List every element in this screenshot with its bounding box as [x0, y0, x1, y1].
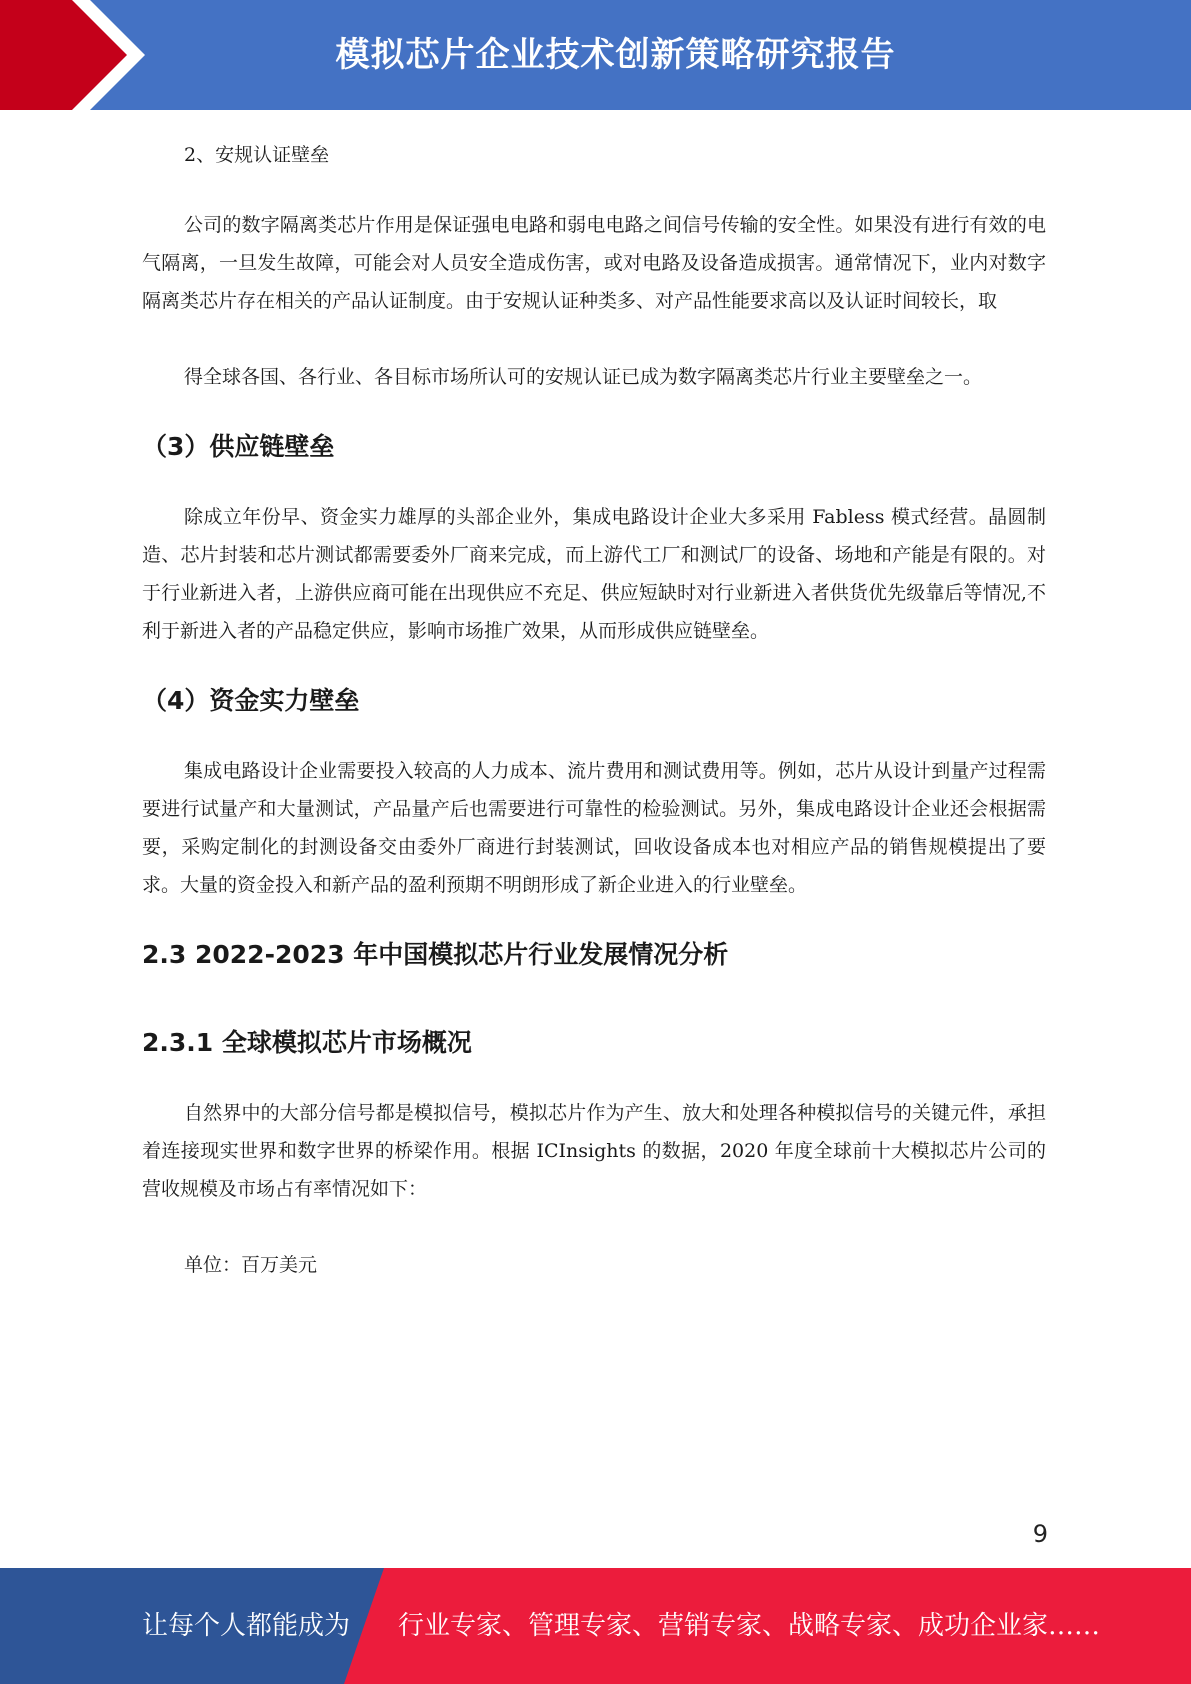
heading-section-2-3: 2.3 2022-2023 年中国模拟芯片行业发展情况分析 — [142, 940, 729, 969]
item-2-title: 2、安规认证壁垒 — [184, 144, 330, 166]
paragraph-capital: 集成电路设计企业需要投入较高的人力成本、流片费用和测试费用等。例如，芯片从设计到量产过程需要进行试量产和大量测试，产品量产后也需要进行可靠性的检验测试。另外，集成电路设计企业还会根据需要，采购定制化的封测设备交由委外厂商进行封装测试，回收设备成本也对相应产品的销售规模提出了要求。大量的资金投入和新产品的盈利预期不明朗形成了新企业进入的行业壁垒。 — [142, 760, 1046, 896]
page-header — [0, 0, 1191, 110]
unit-label: 单位：百万美元 — [184, 1254, 318, 1276]
header-arrow-graphic — [0, 0, 170, 110]
page-content — [142, 136, 1046, 1284]
heading-capital-barrier: （4）资金实力壁垒 — [142, 686, 360, 715]
paragraph-supply-chain: 除成立年份早、资金实力雄厚的头部企业外，集成电路设计企业大多采用 Fabless 模式经营。晶圆制造、芯片封装和芯片测试都需要委外厂商来完成，而上游代工厂和测试厂的设备、场地和产能是有限的。对于行业新进入者，上游供应商可能在出现供应不充足、供应短缺时对行业新进入者供货优先级靠后等情况,不利于新进入者的产品稳定供应，影响市场推广效果，从而形成供应链壁垒。 — [142, 506, 1046, 642]
heading-supply-chain-barrier: （3）供应链壁垒 — [142, 432, 335, 461]
paragraph-safety-cert-1: 公司的数字隔离类芯片作用是保证强电电路和弱电电路之间信号传输的安全性。如果没有进行有效的电气隔离，一旦发生故障，可能会对人员安全造成伤害，或对电路及设备造成损害。通常情况下，业内对数字隔离类芯片存在相关的产品认证制度。由于安规认证种类多、对产品性能要求高以及认证时间较长，取 — [142, 214, 1046, 312]
heading-section-2-3-1: 2.3.1 全球模拟芯片市场概况 — [142, 1028, 472, 1057]
page-footer — [0, 1568, 1191, 1684]
footer-slogan-left: 让每个人都能成为 — [142, 1611, 351, 1641]
paragraph-safety-cert-2: 得全球各国、各行业、各目标市场所认可的安规认证已成为数字隔离类芯片行业主要壁垒之一。 — [184, 366, 983, 388]
paragraph-global-market: 自然界中的大部分信号都是模拟信号，模拟芯片作为产生、放大和处理各种模拟信号的关键元件，承担着连接现实世界和数字世界的桥梁作用。根据 ICInsights 的数据，2020 年度全球前十大模拟芯片公司的营收规模及市场占有率情况如下： — [142, 1102, 1046, 1200]
report-title: 模拟芯片企业技术创新策略研究报告 — [335, 35, 896, 75]
footer-slogan-right: 行业专家、管理专家、营销专家、战略专家、成功企业家…… — [398, 1611, 1101, 1641]
page-number: 9 — [1032, 1520, 1048, 1548]
